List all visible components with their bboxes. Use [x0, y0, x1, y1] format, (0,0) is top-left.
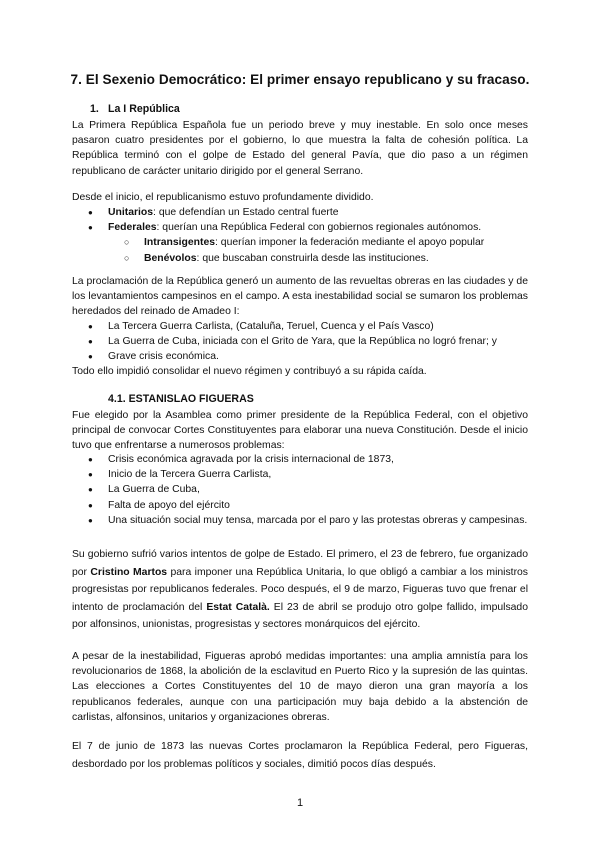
section-number: 1. — [90, 103, 99, 115]
list-item: ● La Guerra de Cuba, iniciada con el Grito de Yara, que la República no logró frenar; y — [72, 334, 528, 349]
end-paragraph: El 7 de junio de 1873 las nuevas Cortes proclamaron la República Federal, pero Figueras, desbordado por los problemas políticos y sociales, dimitió pocos días después. — [72, 741, 528, 770]
figueras-problems-list — [72, 452, 528, 528]
person-name: Cristino Martos — [90, 566, 168, 578]
list-item: ● Falta de apoyo del ejército — [72, 498, 528, 513]
faction-desc: : querían una República Federal con gobiernos regionales autónomos. — [156, 222, 482, 234]
faction-desc: : querían imponer la federación mediante el apoyo popular — [215, 237, 485, 249]
section-1-conclusion: Todo ello impidió consolidar el nuevo régimen y contribuyó a su rápida caída. — [72, 366, 427, 377]
list-item — [72, 251, 528, 266]
measures-paragraph: A pesar de la inestabilidad, Figueras aprobó medidas importantes: una amplia amnistía para los revolucionarios de 1868, la abolición de la esclavitud en Puerto Rico y la supresión de las quintas. Las elecciones a Cortes Constituyentes del 10 de mayo dieron una gran mayoría a los republicanos federales, aunque con una participación muy baja debido a la abstención de carlistas, alfonsinos, unitarios y organizaciones obreras. — [72, 651, 528, 723]
coups-text: para imponer una República Unitaria, lo que obligó a cambiar a los ministros progresistas por republicanos federales. Poco después, el 9 de marzo, Figueras tuvo que frenar el intento de proclamación del — [72, 566, 528, 613]
problems-lead: La proclamación de la República generó un aumento de las revueltas obreras en las ciudades y de los levantamientos campesinos en el campo. A esta inestabilidad social se sumaron los problemas heredados del reinado de Amadeo I: — [72, 276, 528, 318]
factions-list — [72, 205, 528, 266]
list-item: ● Grave crisis económica. — [72, 349, 528, 364]
faction-desc: : que buscaban construirla desde las instituciones. — [196, 252, 429, 264]
entity-name: Estat Català. — [206, 601, 270, 613]
document-title: 7. El Sexenio Democrático: El primer ensayo republicano y su fracaso. — [70, 72, 530, 87]
list-item — [72, 235, 528, 250]
section-title: 4.1. ESTANISLAO FIGUERAS — [108, 393, 254, 405]
list-item — [72, 205, 528, 220]
coups-paragraph — [72, 546, 528, 634]
list-item: ● Inicio de la Tercera Guerra Carlista, — [72, 467, 528, 482]
section-1-intro: La Primera República Española fue un periodo breve y muy inestable. En solo once meses pasaron cuatro presidentes por el gobierno, lo que muestra la falta de cohesión política. La República terminó con el golpe de Estado del general Pavía, que dio paso a un régimen republicano de carácter unitario dirigido por el general Serrano. — [72, 120, 528, 177]
list-item — [72, 220, 528, 235]
faction-desc: : que defendían un Estado central fuerte — [153, 207, 339, 218]
faction-name: Federales — [108, 222, 157, 234]
coups-text: Su gobierno sufrió varios intentos de golpe de Estado. El primero, el 23 de febrero, fue organizado por — [72, 549, 528, 578]
list-item: ● La Tercera Guerra Carlista, (Cataluña, Teruel, Cuenca y el País Vasco) — [72, 319, 528, 334]
section-41-intro: Fue elegido por la Asamblea como primer presidente de la República Federal, con el objetivo principal de convocar Cortes Constituyentes para elaborar una nueva Constitución. Desde el inicio tuvo que enfrentarse a numerosos problemas: — [72, 410, 528, 452]
faction-name: Benévolos — [144, 252, 197, 264]
list-item: ● La Guerra de Cuba, — [72, 482, 528, 497]
section-title: La I República — [108, 103, 180, 115]
inherited-problems-list — [72, 319, 528, 365]
faction-name: Intransigentes — [144, 237, 216, 249]
faction-name: Unitarios — [108, 207, 154, 218]
coups-text: El 23 de abril se produjo otro golpe fallido, impulsado por alfonsinos, unionistas, progresistas y sectores monárquicos del ejército. — [72, 601, 528, 631]
list-item: ● Una situación social muy tensa, marcada por el paro y las protestas obreras y campesinas. — [72, 513, 528, 528]
page-number: 1 — [296, 797, 304, 809]
list-item: ● Crisis económica agravada por la crisis internacional de 1873, — [72, 452, 528, 467]
division-lead: Desde el inicio, el republicanismo estuvo profundamente dividido. — [72, 192, 374, 203]
